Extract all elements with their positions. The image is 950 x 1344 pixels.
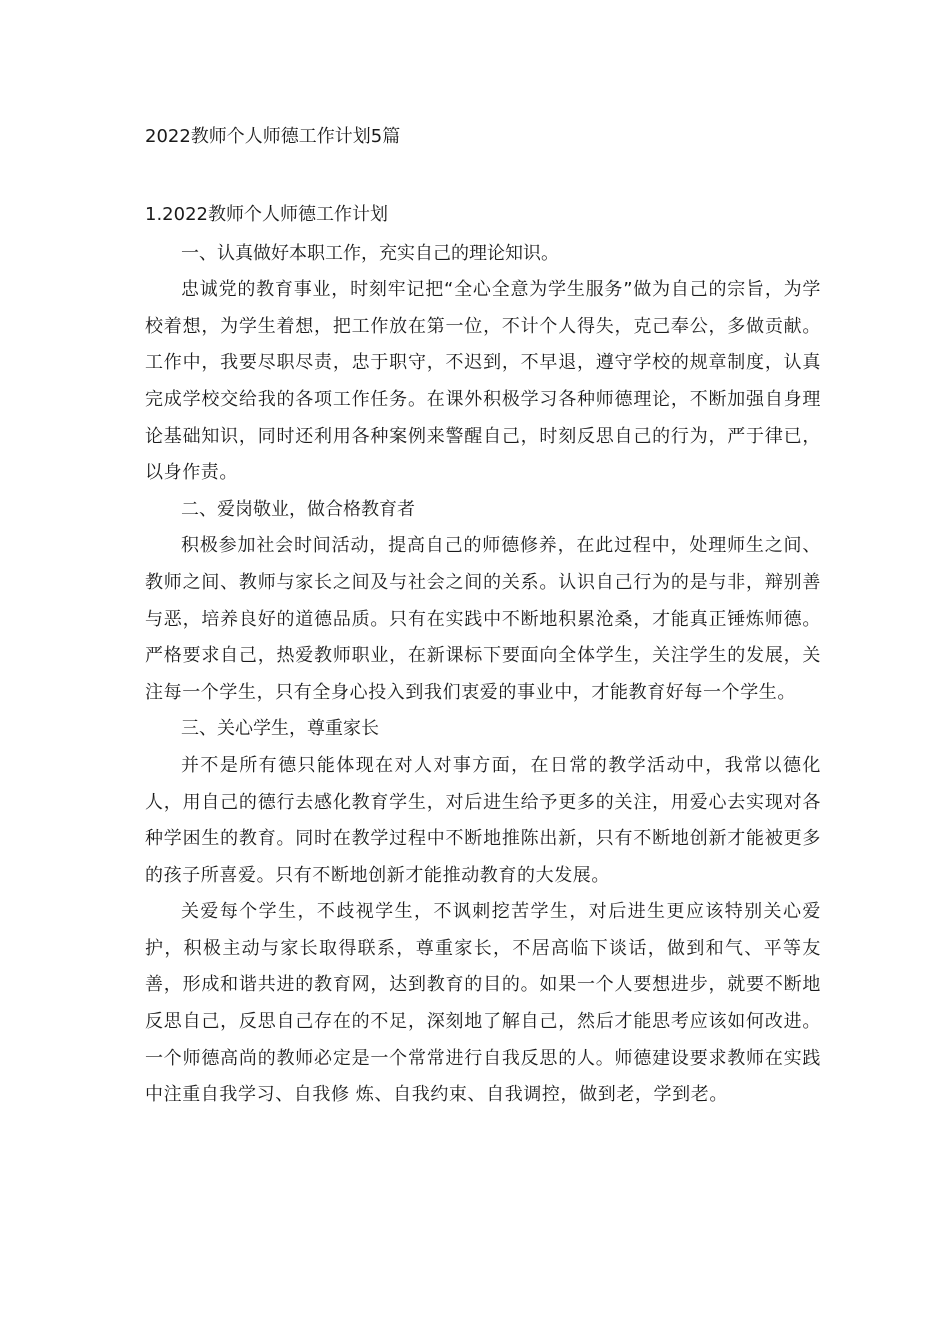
paragraph-4: 关爱每个学生，不歧视学生，不讽刺挖苦学生，对后进生更应该特别关心爱护，积极主动与家长取得联系，尊重家长，不居高临下谈话，做到和气、平等友善，形成和谐共进的教育网，达到教育的目的。如果一个人要想进步，就要不断地反思自己，反思自己存在的不足，深刻地了解自己，然后才能思考应该如何改进。一个师德高尚的教师必定是一个常常进行自我反思的人。师德建设要求教师在实践中注重自我学习、自我修 炼、自我约束、自我调控，做到老，学到老。 xyxy=(145,901,821,1106)
heading-3: 三、关心学生，尊重家长 xyxy=(181,718,379,740)
document-title: 2022教师个人师德工作计划5篇 xyxy=(145,126,401,147)
paragraph-3: 并不是所有德只能体现在对人对事方面，在日常的教学活动中，我常以德化人，用自己的德行去感化教育学生，对后进生给予更多的关注，用爱心去实现对各种学困生的教育。同时在教学过程中不断地推陈出新，只有不断地创新才能被更多的孩子所喜爱。只有不断地创新才能推动教育的大发展。 xyxy=(145,754,821,886)
section-title: 1.2022教师个人师德工作计划 xyxy=(145,204,388,225)
heading-2: 二、爱岗敬业，做合格教育者 xyxy=(181,498,415,520)
document-body xyxy=(145,197,821,1114)
paragraph-1: 忠诚党的教育事业，时刻牢记把“全心全意为学生服务”做为自己的宗旨，为学校着想，为学生着想，把工作放在第一位，不计个人得失，克己奉公，多做贡献。工作中，我要尽职尽责，忠于职守，不迟到，不早退，遵守学校的规章制度，认真完成学校交给我的各项工作任务。在课外积极学习各种师德理论，不断加强自身理论基础知识，同时还利用各种案例来警醒自己，时刻反思自己的行为，严于律已，以身作责。 xyxy=(145,279,821,484)
paragraph-2: 积极参加社会时间活动，提高自己的师德修养，在此过程中，处理师生之间、教师之间、教师与家长之间及与社会之间的关系。认识自己行为的是与非，辩别善与恶，培养良好的道德品质。只有在实践中不断地积累沧桑，才能真正锤炼师德。严格要求自己，热爱教师职业，在新课标下要面向全体学生，关注学生的发展，关注每一个学生，只有全身心投入到我们衷爱的事业中，才能教育好每一个学生。 xyxy=(145,535,821,703)
heading-1: 一、认真做好本职工作，充实自己的理论知识。 xyxy=(181,242,559,264)
